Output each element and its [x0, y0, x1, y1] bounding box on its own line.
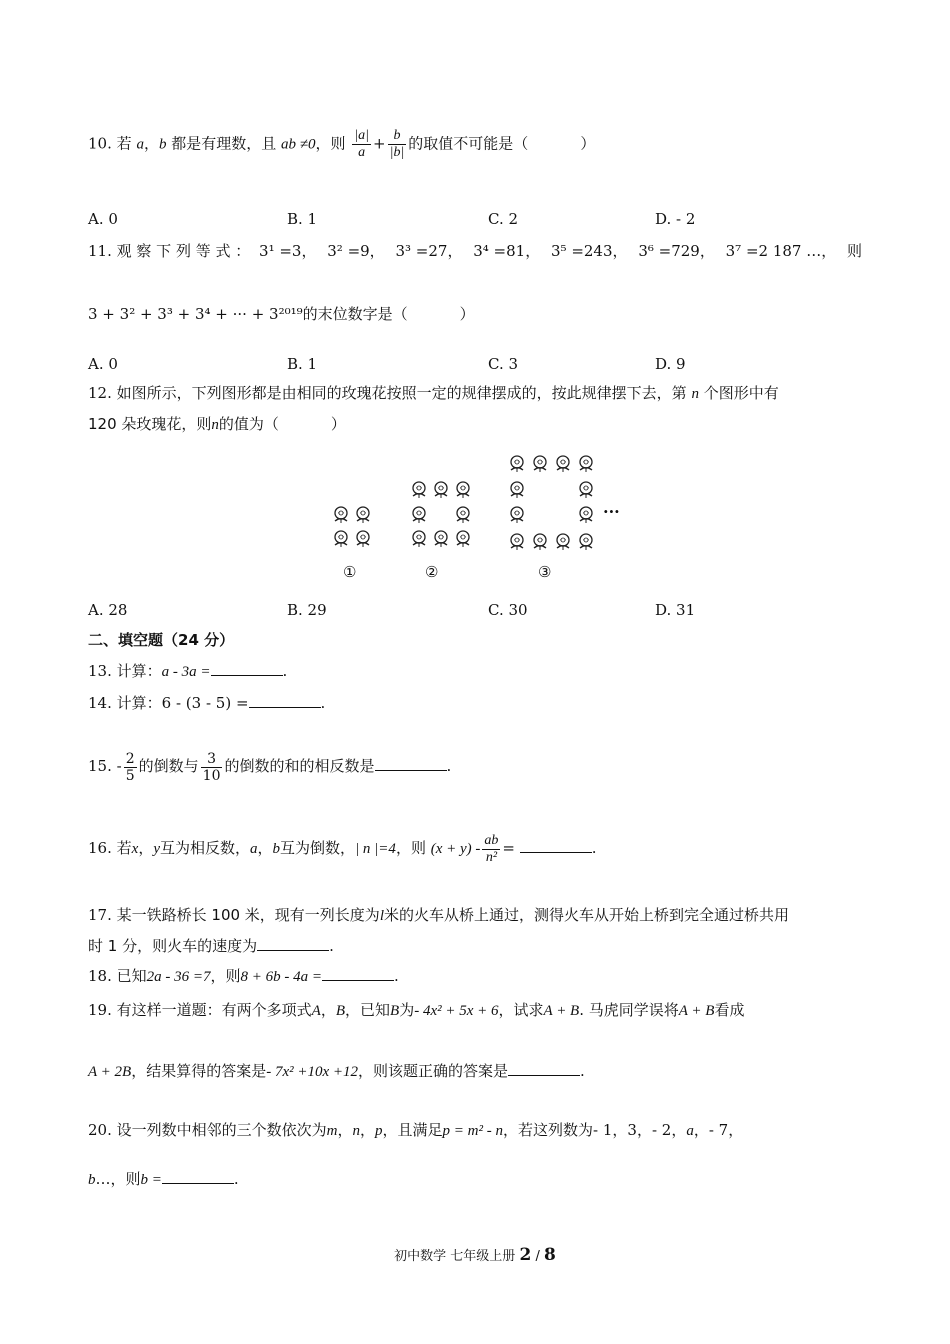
rose-icon — [453, 506, 473, 524]
expression: 8 + 6b - 4a = — [240, 969, 323, 985]
question-16 — [88, 830, 862, 870]
question-number: 17. — [88, 906, 112, 924]
text: . — [394, 967, 399, 985]
var-n: n — [691, 386, 699, 402]
option-b[interactable]: B. 29 — [287, 601, 327, 619]
section-heading: 二、填空题（24 分） — [88, 631, 235, 649]
text: 计算： — [116, 662, 162, 680]
footer-text: 初中数学 七年级上册 — [394, 1249, 516, 1264]
question-number: 10. — [88, 134, 112, 153]
question-number: 18. — [88, 967, 112, 985]
text: 互为倒数， — [280, 839, 356, 857]
question-number: 19. — [88, 1001, 112, 1019]
text: 120 朵玫瑰花，则 — [88, 415, 212, 433]
equation: 3² =9， — [327, 242, 385, 260]
minus-sign: - — [116, 757, 122, 775]
numerator: ab — [484, 832, 499, 848]
rose-icon — [507, 455, 527, 473]
rose-icon — [576, 455, 596, 473]
question-18 — [88, 965, 862, 987]
text: ，则 — [315, 134, 346, 153]
text: ） — [330, 415, 346, 433]
var-x: x — [131, 841, 139, 857]
text: ，结果算得的答案是 — [131, 1062, 267, 1080]
rose-icon — [553, 533, 573, 551]
question-number: 20. — [88, 1121, 112, 1139]
sequence: - 1，3，- 2， — [593, 1121, 687, 1139]
option-a[interactable]: A. 28 — [88, 601, 128, 619]
question-15 — [88, 748, 862, 788]
option-d[interactable]: D. 31 — [655, 601, 696, 619]
text: 如图所示，下列图形都是由相同的玫瑰花按照一定的规律摆成的，按此规律摆下去，第 — [116, 384, 687, 402]
text: . — [580, 1062, 585, 1080]
expression: A + B — [543, 1003, 580, 1019]
rose-icon — [331, 506, 351, 524]
var-a: a — [136, 136, 144, 153]
text: . — [320, 694, 326, 712]
rose-icon — [530, 533, 550, 551]
question-number: 15. — [88, 757, 112, 775]
denominator: n² — [485, 849, 498, 865]
rose-icon — [409, 530, 429, 548]
rose-icon — [576, 506, 596, 524]
expression: (x + y) - — [430, 841, 481, 857]
text: 个图形中有 — [703, 384, 779, 402]
expression: A + B — [678, 1003, 715, 1019]
rose-icon — [409, 506, 429, 524]
equation: 3⁵ =243， — [551, 242, 628, 260]
expression: b = — [140, 1172, 162, 1188]
text: 某一铁路桥长 100 米，现有一列长度为 — [116, 906, 380, 924]
answer-blank[interactable] — [162, 1168, 234, 1184]
text: . — [282, 662, 288, 680]
question-number: 12. — [88, 384, 112, 402]
text: ，则该题正确的答案是 — [358, 1062, 509, 1080]
text: ） — [459, 305, 475, 323]
question-20: 20. 设一列数中相邻的三个数依次为m，n，p，且满足p = m² - n，若这列数为- 1，3，- 2，a，- 7， — [88, 1121, 744, 1139]
question-17-line2 — [88, 935, 862, 956]
option-c[interactable]: C. 3 — [488, 355, 519, 373]
option-d[interactable]: D. 9 — [655, 355, 686, 373]
expression: a - 3a = — [161, 664, 211, 680]
rose-icon — [431, 481, 451, 499]
text: 米的火车从桥上通过，测得火车从开始上桥到完全通过桥共用 — [383, 906, 789, 924]
text: . — [446, 757, 452, 775]
fraction-2-5 — [124, 751, 137, 784]
text: . — [233, 1170, 239, 1188]
page-total: 8 — [543, 1245, 556, 1265]
text: ，已知 — [345, 1001, 391, 1019]
text: ） — [580, 134, 596, 153]
var-m: m — [326, 1123, 338, 1139]
text: 计算： — [116, 694, 162, 712]
var-y: y — [153, 841, 161, 857]
answer-blank[interactable] — [257, 935, 329, 951]
option-d[interactable]: D. - 2 — [655, 210, 696, 228]
text: 互为相反数， — [160, 839, 251, 857]
text: 的倒数的和的相反数是 — [224, 757, 375, 775]
text: 有这样一道题：有两个多项式 — [116, 1001, 312, 1019]
text: ，若这列数为 — [503, 1121, 594, 1139]
text: 若 — [116, 134, 132, 153]
text: 的取值不可能是（ — [408, 134, 529, 153]
option-b[interactable]: B. 1 — [287, 355, 318, 373]
denominator: a — [358, 145, 366, 160]
text: 若 — [116, 839, 132, 857]
var-l: l — [379, 908, 384, 924]
var-b: b — [272, 841, 281, 857]
rose-icon — [353, 530, 373, 548]
rose-icon — [507, 533, 527, 551]
fraction-3-10 — [201, 751, 223, 784]
text: 的末位数字是（ — [302, 305, 408, 323]
option-c[interactable]: C. 2 — [488, 210, 519, 228]
var-A: A — [311, 1003, 321, 1019]
text: 时 1 分，则火车的速度为 — [88, 937, 258, 955]
denominator: |b| — [389, 145, 405, 160]
option-b[interactable]: B. 1 — [287, 210, 318, 228]
rose-icon — [576, 533, 596, 551]
text: . 马虎同学误将 — [579, 1001, 679, 1019]
figure-label-1: ① — [343, 563, 357, 581]
condition: ab ≠0 — [281, 136, 316, 153]
var-p: p — [375, 1123, 383, 1139]
equation: 3³ =27， — [395, 242, 463, 260]
text: 设一列数中相邻的三个数依次为 — [116, 1121, 327, 1139]
numerator: 3 — [201, 751, 223, 768]
var-b: b — [88, 1172, 96, 1188]
text: 为 — [399, 1001, 415, 1019]
answer-blank[interactable] — [322, 965, 394, 981]
expression: 6 - (3 - 5) = — [161, 694, 249, 712]
rule-expression: p = m² - n — [442, 1123, 503, 1139]
text: ，则 — [210, 967, 241, 985]
page-footer — [0, 1245, 950, 1265]
ellipsis: ··· — [603, 502, 620, 521]
question-13 — [88, 660, 862, 682]
rose-icon — [507, 506, 527, 524]
question-14 — [88, 692, 862, 713]
equation: 3⁴ =81， — [473, 242, 541, 260]
rose-icon — [353, 506, 373, 524]
var-b: b — [158, 136, 167, 153]
question-number: 13. — [88, 662, 112, 680]
fraction-ab-n2 — [482, 833, 500, 866]
denominator: 10 — [202, 767, 221, 784]
sequence: ，- 7， — [693, 1121, 744, 1139]
option-a[interactable]: A. 0 — [88, 210, 118, 228]
question-17 — [88, 905, 862, 926]
answer-blank[interactable] — [249, 692, 321, 708]
question-number: 11. — [88, 242, 112, 260]
text: 则 — [846, 242, 862, 260]
answer-blank[interactable] — [508, 1060, 580, 1076]
equation: 3⁶ =729， — [638, 242, 715, 260]
rose-icon — [453, 530, 473, 548]
equals-sign: = — [502, 839, 515, 857]
page-separator: / — [535, 1249, 540, 1264]
var-n: n — [352, 1123, 361, 1139]
numerator: 2 — [125, 750, 135, 767]
answer-blank[interactable] — [520, 837, 592, 853]
rose-icon — [331, 530, 351, 548]
var-B: B — [335, 1003, 346, 1019]
question-19: 19. 有这样一道题：有两个多项式A，B，已知B为- 4x² + 5x + 6，试求A + B. 马虎同学误将A + B看成 — [88, 1001, 745, 1019]
text: …，则 — [95, 1170, 141, 1188]
polynomial-b: - 4x² + 5x + 6 — [414, 1003, 499, 1019]
text: 看成 — [714, 1001, 745, 1019]
var-B: B — [390, 1003, 400, 1019]
plus-sign: + — [373, 134, 386, 153]
text: ，试求 — [498, 1001, 544, 1019]
var-n: n — [211, 417, 219, 433]
equation: 3⁷ =2 187 …， — [725, 242, 837, 260]
text: . — [329, 937, 334, 955]
rose-icon — [453, 481, 473, 499]
numerator: |a| — [354, 128, 370, 143]
denominator: 5 — [125, 767, 135, 784]
var-a: a — [250, 841, 258, 857]
expression: A + 2B — [88, 1064, 132, 1080]
question-number: 16. — [88, 839, 112, 857]
question-20-line2 — [88, 1168, 862, 1190]
equation: 3¹ =3， — [259, 242, 317, 260]
condition: | n |=4 — [355, 841, 396, 857]
numerator: b — [388, 128, 407, 145]
figure-label-2: ② — [425, 563, 439, 581]
text: 已知 — [116, 967, 147, 985]
rose-icon — [576, 481, 596, 499]
sum-expression: 3 + 3² + 3³ + 3⁴ + ··· + 3²⁰¹⁹ — [88, 305, 303, 323]
rose-icon — [530, 455, 550, 473]
figure-label-3: ③ — [538, 563, 552, 581]
rose-icon — [409, 481, 429, 499]
text: ，则 — [395, 839, 426, 857]
text: ， — [138, 839, 154, 857]
text: 的值为（ — [218, 415, 279, 433]
rose-icon — [431, 530, 451, 548]
text: ，且满足 — [382, 1121, 443, 1139]
text: ， — [257, 839, 273, 857]
answer-blank[interactable] — [375, 755, 447, 771]
condition: 2a - 36 =7 — [146, 969, 211, 985]
page-number: 2 — [519, 1245, 532, 1265]
question-number: 14. — [88, 694, 112, 712]
text: 观 察 下 列 等 式 ： — [116, 242, 251, 260]
var-a: a — [686, 1123, 694, 1139]
polynomial-answer: - 7x² +10x +12 — [266, 1064, 359, 1080]
question-19-line2 — [88, 1060, 862, 1082]
answer-blank[interactable] — [211, 660, 283, 676]
rose-icon — [553, 455, 573, 473]
rose-icon — [507, 481, 527, 499]
option-a[interactable]: A. 0 — [88, 355, 118, 373]
text: ， — [143, 134, 159, 153]
text: 都是有理数，且 — [171, 134, 277, 153]
option-c[interactable]: C. 30 — [488, 601, 528, 619]
text: . — [591, 839, 597, 857]
rose-pattern-figure — [0, 0, 950, 600]
text: 的倒数与 — [138, 757, 199, 775]
